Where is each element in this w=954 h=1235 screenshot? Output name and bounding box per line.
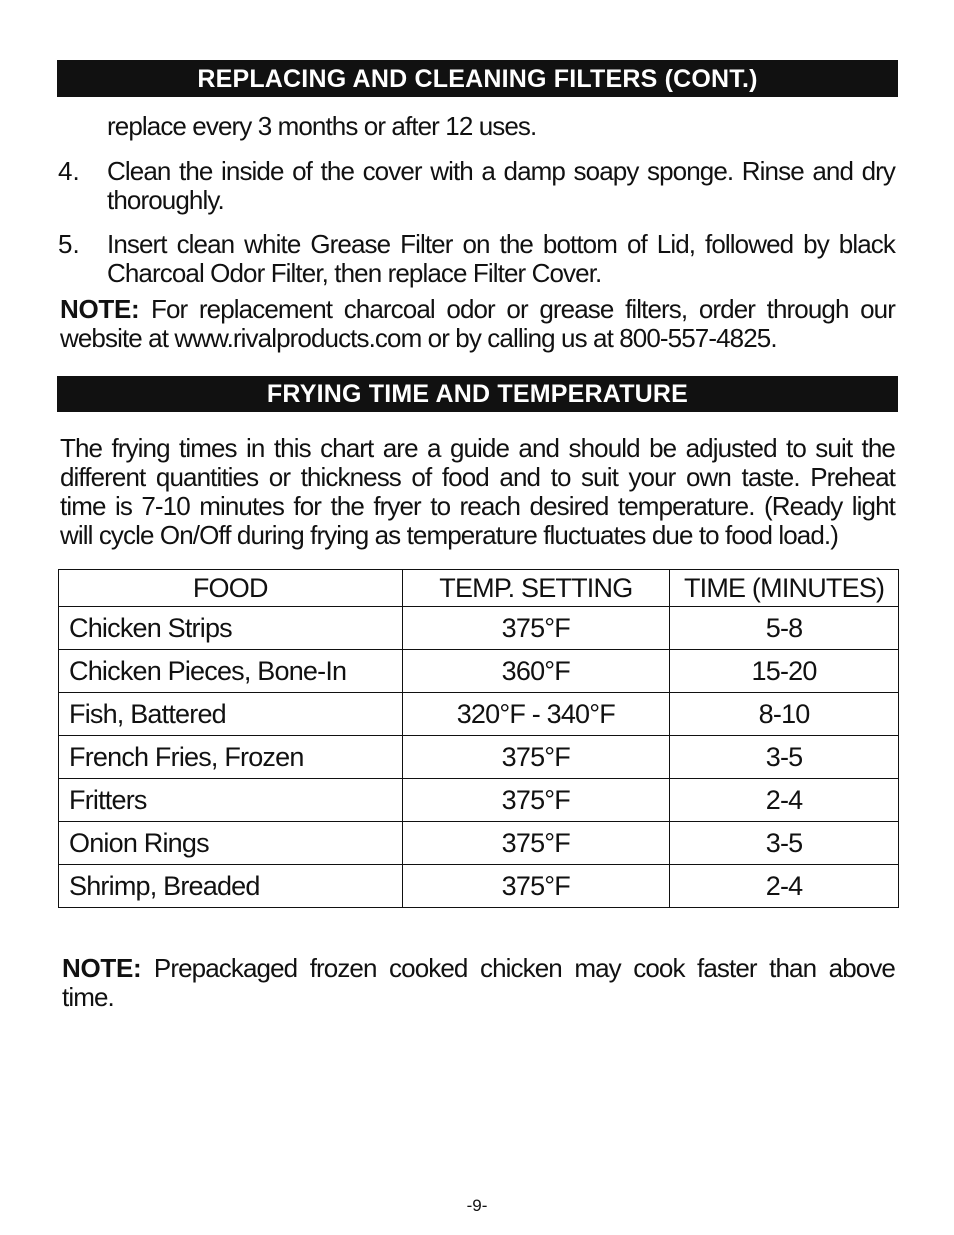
table-row bbox=[59, 779, 899, 822]
time-cell: 8-10 bbox=[670, 693, 899, 736]
temp-cell: 375°F bbox=[402, 865, 670, 908]
section-heading-filters: REPLACING AND CLEANING FILTERS (CONT.) bbox=[57, 60, 898, 97]
page-number: -9- bbox=[466, 1196, 488, 1215]
header-time: TIME (MINUTES) bbox=[670, 570, 899, 607]
frying-intro: The frying times in this chart are a guide and should be adjusted to suit the different quantities or thickness of food and to suit your own taste. Preheat time is 7-10 minutes for the fryer to reach desired temperature. (Ready light will cycle On/Off during frying as temperature fluctuates due to food load.) bbox=[60, 433, 895, 550]
food-cell: French Fries, Frozen bbox=[59, 736, 403, 779]
food-cell: Onion Rings bbox=[59, 822, 403, 865]
table-row bbox=[59, 650, 899, 693]
table-header-row bbox=[59, 570, 899, 607]
food-cell: Fritters bbox=[59, 779, 403, 822]
temp-cell: 360°F bbox=[402, 650, 670, 693]
table-row bbox=[59, 865, 899, 908]
time-cell: 2-4 bbox=[670, 865, 899, 908]
note-label: NOTE: bbox=[60, 294, 140, 324]
step-text-5: Insert clean white Grease Filter on the bottom of Lid, followed by black Charcoal Odor Filter, then replace Filter Cover. bbox=[107, 229, 895, 288]
note-label: NOTE: bbox=[62, 953, 142, 983]
continued-text: replace every 3 months or after 12 uses. bbox=[107, 111, 537, 141]
step-text-4: Clean the inside of the cover with a damp soapy sponge. Rinse and dry thoroughly. bbox=[107, 156, 895, 215]
table-row bbox=[59, 607, 899, 650]
table-row bbox=[59, 736, 899, 779]
table-row bbox=[59, 693, 899, 736]
note-text: For replacement charcoal odor or grease filters, order through our website at www.rivalproducts.com or by calling us at 800-557-4825. bbox=[60, 294, 895, 353]
time-cell: 2-4 bbox=[670, 779, 899, 822]
table-row bbox=[59, 822, 899, 865]
note-prepackaged-chicken bbox=[62, 954, 895, 1012]
note-replacement-filters bbox=[60, 295, 895, 353]
temp-cell: 375°F bbox=[402, 736, 670, 779]
food-cell: Fish, Battered bbox=[59, 693, 403, 736]
note-text: Prepackaged frozen cooked chicken may cook faster than above time. bbox=[62, 953, 895, 1012]
temp-cell: 320°F - 340°F bbox=[402, 693, 670, 736]
temp-cell: 375°F bbox=[402, 779, 670, 822]
food-cell: Chicken Strips bbox=[59, 607, 403, 650]
step-number-4: 4. bbox=[58, 156, 80, 186]
step-number-5: 5. bbox=[58, 229, 80, 259]
section-heading-frying: FRYING TIME AND TEMPERATURE bbox=[57, 376, 898, 412]
time-cell: 15-20 bbox=[670, 650, 899, 693]
time-cell: 5-8 bbox=[670, 607, 899, 650]
time-cell: 3-5 bbox=[670, 822, 899, 865]
header-food: FOOD bbox=[59, 570, 403, 607]
food-cell: Shrimp, Breaded bbox=[59, 865, 403, 908]
time-cell: 3-5 bbox=[670, 736, 899, 779]
temp-cell: 375°F bbox=[402, 607, 670, 650]
food-cell: Chicken Pieces, Bone-In bbox=[59, 650, 403, 693]
header-temp: TEMP. SETTING bbox=[402, 570, 670, 607]
frying-chart-table bbox=[58, 569, 899, 908]
temp-cell: 375°F bbox=[402, 822, 670, 865]
